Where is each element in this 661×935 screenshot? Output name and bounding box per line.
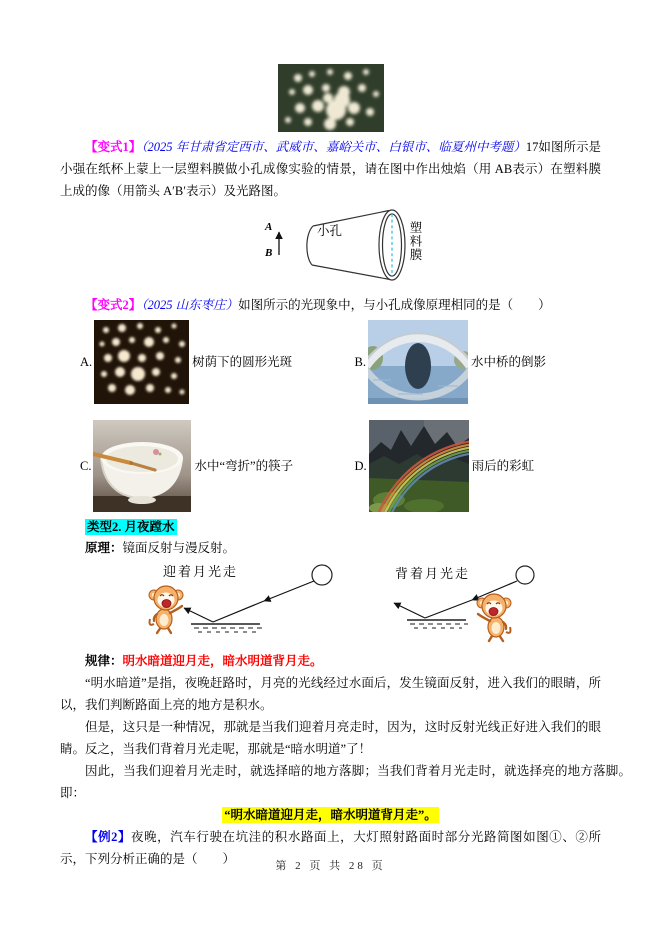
- walker-cartoon: [477, 594, 511, 641]
- pinhole-cup-figure: [265, 204, 435, 288]
- variation2-source: （2025 山东枣庄）: [141, 298, 239, 312]
- moon-icon: [312, 565, 332, 585]
- option-b-letter: B.: [354, 355, 366, 369]
- option-b: [331, 320, 602, 404]
- option-d-letter: D.: [354, 459, 367, 473]
- type2-heading: 类型2. 月夜蹚水: [87, 520, 175, 534]
- explanation-paragraph-2: 但是，这只是一种情况，那就是当我们迎着月亮走时，因为，这时反射光线正好进入我们的眼睛。反之，当我们背着月光走呢，那就是“暗水明道”了！: [60, 720, 601, 756]
- option-c-caption: 水中“弯折”的筷子: [194, 459, 294, 473]
- principle-label: 原理：: [85, 541, 123, 555]
- plastic-film-label: 塑料膜: [408, 221, 422, 262]
- example2-label: 【例2】: [85, 830, 132, 844]
- explanation-paragraph-1: “明水暗道”是指，夜晚赶路时，月亮的光线经过水面后，发生镜面反射，进入我们的眼睛，所以，我们判断路面上亮的地方是积水。: [60, 676, 601, 712]
- variation1-label: 【变式1】: [85, 140, 142, 154]
- options-grid: [60, 320, 601, 512]
- option-d: [331, 420, 602, 512]
- conclusion-highlight: “明水暗道迎月走，暗水明道背月走”。: [224, 808, 437, 822]
- principle-text: 镜面反射与漫反射。: [122, 541, 236, 555]
- photo-rainbow: [369, 420, 469, 512]
- option-c: [60, 420, 331, 512]
- type2-heading-line: [60, 517, 601, 537]
- away-moon-label: 背着月光走: [395, 566, 471, 581]
- moonlight-ray-diagrams: [60, 560, 601, 650]
- explanation-paragraph-3: 因此，当我们迎着月光走时，就选择暗的地方落脚；当我们背着月光走时，就选择亮的地方落脚。即：: [60, 764, 631, 800]
- variation1-text: 17如图所示是小强在纸杯上蒙上一层塑料膜做小孔成像实验的情景，请在图中作出烛焰（用 AB表示）在塑料膜上成的像（用箭头 A′B′表示）及光路图。: [60, 140, 601, 198]
- variation1-paragraph: [60, 136, 601, 202]
- option-d-caption: 雨后的彩虹: [471, 459, 535, 473]
- option-a-letter: A.: [80, 355, 93, 369]
- variation1-source: （2025 年甘肃省定西市、武威市、嘉峪关市、白银市、临夏州中考题）: [141, 140, 526, 154]
- pinhole-label: 小孔: [317, 224, 343, 238]
- point-b-label: B: [265, 247, 273, 259]
- example2-text: 夜晚，汽车行驶在坑洼的积水路面上，大灯照射路面时部分光路简图如图①、②所示，下列分析正确的是（ ）: [60, 830, 601, 866]
- variation2-label: 【变式2】: [85, 298, 142, 312]
- page-number-footer: 第 2 页 共 28 页: [275, 860, 386, 872]
- page-content: [0, 64, 661, 870]
- toward-moon-label: 迎着月光走: [163, 564, 239, 579]
- point-a-label: A: [265, 221, 273, 233]
- option-b-caption: 水中桥的倒影: [470, 355, 546, 369]
- photo-bent-chopstick-bowl: [93, 420, 191, 512]
- moonlight-walking-figure: [60, 560, 601, 650]
- photo-light-spots-top: [278, 64, 384, 132]
- rule-text: 明水暗道迎月走，暗水明道背月走。: [122, 654, 323, 668]
- option-c-letter: C.: [80, 459, 92, 473]
- moon-icon: [516, 566, 534, 584]
- cup-outline: [307, 210, 405, 280]
- photo-bridge-reflection: [368, 320, 468, 404]
- variation2-text: 如图所示的光现象中，与小孔成像原理相同的是（ ）: [238, 298, 551, 312]
- walker-cartoon: [149, 586, 183, 633]
- rule-line: [60, 650, 601, 672]
- option-a: [60, 320, 331, 404]
- rule-label: 规律：: [85, 654, 123, 668]
- principle-line: [60, 537, 601, 559]
- variation2-paragraph: [60, 294, 601, 316]
- photo-tree-shade-spots: [94, 320, 189, 404]
- conclusion-line: [60, 804, 601, 826]
- option-a-caption: 树荫下的圆形光斑: [192, 355, 293, 369]
